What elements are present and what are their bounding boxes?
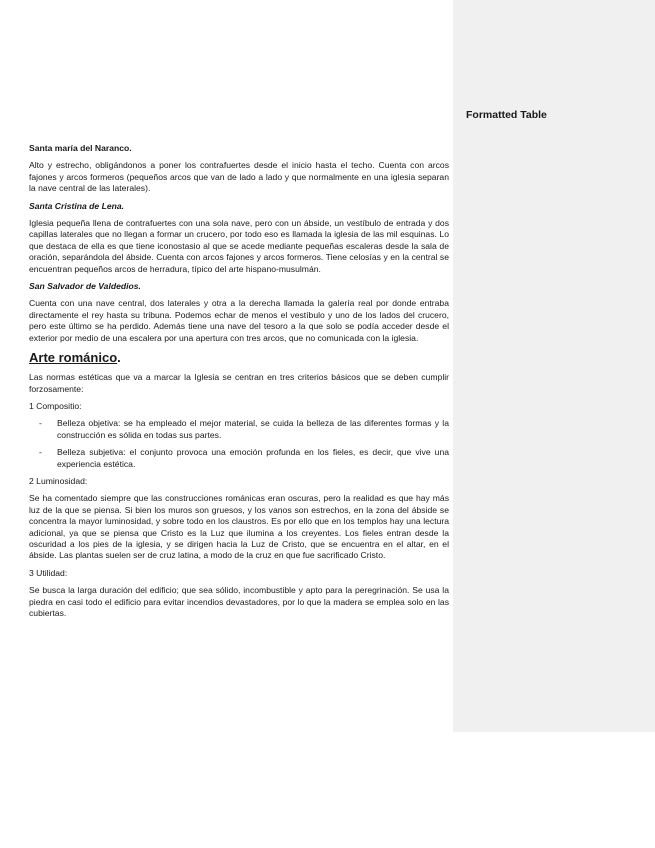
dash-bullet-icon: - <box>39 447 42 458</box>
paragraph-utilidad: Se busca la larga duración del edificio; que sea sólido, incombustible y apto para la peregrinación. Se usa la piedra en casi todo el edificio para evitar incendios devastadores, por lo que la madera se emplea solo en las cubiertas. <box>29 585 449 618</box>
list-item <box>29 418 449 441</box>
criterion-title-luminosidad: 2 Luminosidad: <box>29 475 88 486</box>
paragraph-santa-cristina: Iglesia pequeña llena de contrafuertes con una sola nave, pero con un ábside, un vestíbulo de entrada y dos capillas laterales que no llegan a formar un crucero, por todo eso es llamada la iglesia de las mil esquinas. Lo que destaca de ella es que tiene iconostasio al que se acede mediante pequeñas escaleras desde la sala de oración, separándola del ábside. Cuenta con arcos fajones y arcos formeros. Tiene celosías y en la central se encuentran pequeños arcos de herradura, típico del arte hispano-musulmán. <box>29 218 449 274</box>
heading-arte-romanico-text: Arte románico <box>29 350 118 366</box>
bullet-text: Belleza objetiva: se ha empleado el mejor material, se cuida la belleza de las diferentes formas y la construcción es sólida en todas sus partes. <box>57 418 449 440</box>
document-page <box>29 143 449 625</box>
heading-san-salvador: San Salvador de Valdedios. <box>29 281 141 292</box>
bullet-text: Belleza subjetiva: el conjunto provoca una emoción profunda en los fieles, es decir, que vive una experiencia estética. <box>57 447 449 469</box>
bullet-list-compositio <box>29 418 449 470</box>
criterion-title-compositio: 1 Compositio: <box>29 400 82 411</box>
heading-santa-maria: Santa maría del Naranco. <box>29 143 132 153</box>
paragraph-santa-maria: Alto y estrecho, obligándonos a poner los contrafuertes desde el inicio hasta el techo. Cuenta con arcos fajones y arcos formeros (pequeños arcos que van de lado a lado y que normalmente en una iglesia separan la nave central de las laterales). <box>29 160 449 194</box>
list-item <box>29 447 449 470</box>
dash-bullet-icon: - <box>39 418 42 429</box>
paragraph-san-salvador: Cuenta con una nave central, dos laterales y otra a la derecha llamada la galería real por donde entraba directamente el rey hasta su tribuna. Podemos echar de menos el vestíbulo y uno de los lados del crucero, pero este último se ha perdido. Además tiene una nave del tesoro a la que solo se podía acceder desde el exterior por medio de una escalera por una apertura con tres arcos, que no comunicada con la iglesia. <box>29 298 449 343</box>
criterion-title-utilidad: 3 Utilidad: <box>29 567 68 578</box>
heading-arte-romanico <box>29 350 449 366</box>
formatted-table-label: Formatted Table <box>466 109 547 121</box>
comments-pane <box>453 0 655 732</box>
heading-santa-cristina: Santa Cristina de Lena. <box>29 200 125 211</box>
paragraph-intro: Las normas estéticas que va a marcar la Iglesia se centran en tres criterios básicos que se deben cumplir forzosamente: <box>29 372 449 394</box>
heading-arte-romanico-period: . <box>117 350 121 366</box>
paragraph-luminosidad: Se ha comentado siempre que las construcciones románicas eran oscuras, pero la realidad es que hay más luz de la que se piensa. Si bien los muros son gruesos, y los vanos son estrechos, en la zona del ábside se concentra la mayor luminosidad, y sobre todo en los claustros. Es por ello que en los templos hay una lectura adicional, ya que se piensa que Cristo es la Luz que ilumina a los creyentes. Los fieles entran desde la oscuridad a los pies de la iglesia, y se dirigen hacia la Luz de Cristo, que se encuentra en el altar, en el ábside. Las plantas suelen ser de cruz latina, a modo de la cruz en que fue sacrificado Cristo. <box>29 493 449 561</box>
